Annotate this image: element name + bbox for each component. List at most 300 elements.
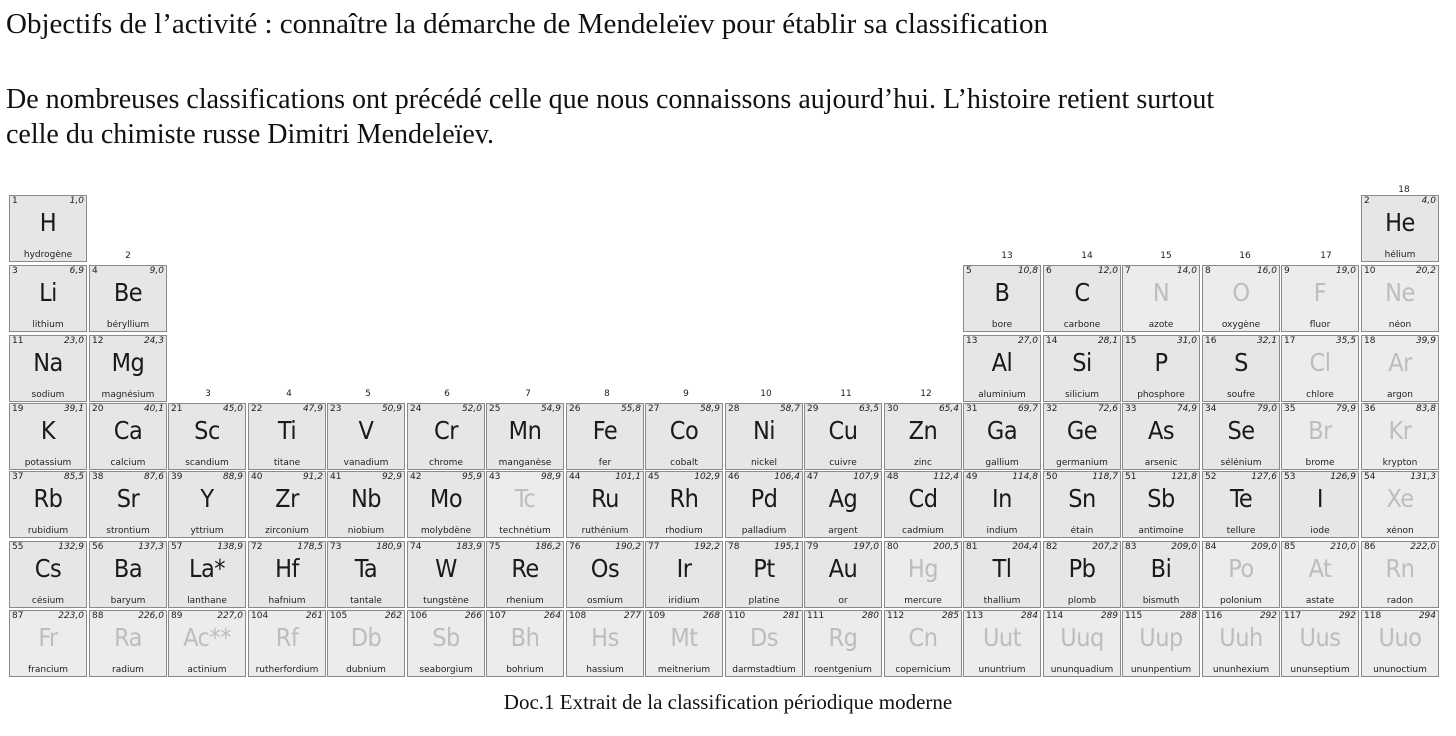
atomic-mass: 186,2 [535,542,561,552]
atomic-mass: 19,0 [1335,266,1356,276]
element-cell-ununtrium [963,610,1041,677]
atomic-number: 112 [887,611,905,621]
element-cell-lithium [9,265,87,332]
atomic-mass: 102,9 [694,472,720,482]
element-cell-baryum [89,541,167,608]
element-symbol: I [1316,484,1324,513]
element-symbol: K [40,416,56,445]
atomic-mass: 107,9 [853,472,879,482]
element-name: scandium [185,458,229,468]
intro-paragraph [6,82,1214,152]
atomic-mass: 87,6 [143,472,164,482]
element-cell-hélium [1361,195,1439,262]
element-cell-argent [804,471,882,538]
atomic-number: 84 [1205,542,1217,552]
element-name: silicium [1064,390,1100,400]
element-cell-ununseptium [1281,610,1359,677]
atomic-mass: 268 [702,611,720,621]
atomic-mass: 131,3 [1410,472,1436,482]
atomic-mass: 31,0 [1176,336,1197,346]
element-name: tellure [1226,526,1256,536]
element-cell-carbone [1043,265,1121,332]
atomic-number: 6 [1046,266,1052,276]
element-cell-mercure [884,541,962,608]
atomic-number: 10 [1364,266,1376,276]
element-symbol: Rf [275,623,299,652]
atomic-mass: 292 [1338,611,1356,621]
element-name: hafnium [268,596,306,606]
element-symbol: O [1232,278,1250,307]
atomic-mass: 280 [861,611,879,621]
element-symbol: Ba [113,554,143,583]
element-name: indium [986,526,1018,536]
atomic-mass: 32,1 [1256,336,1277,346]
element-cell-titane [248,403,326,470]
atomic-number: 88 [92,611,104,621]
element-name: cuivre [829,458,857,468]
atomic-number: 55 [12,542,24,552]
element-name: argent [828,526,858,536]
atomic-number: 49 [966,472,978,482]
atomic-mass: 1,0 [69,196,84,206]
group-label-15: 15 [1160,251,1172,261]
element-cell-fer [566,403,644,470]
atomic-mass: 24,3 [143,336,164,346]
element-cell-thallium [963,541,1041,608]
atomic-mass: 12,0 [1097,266,1118,276]
element-cell-tellure [1202,471,1280,538]
element-name: astate [1305,596,1335,606]
objective-heading: Objectifs de l’activité : connaître la démarche de Mendeleïev pour établir sa classification [6,8,1048,40]
group-label-10: 10 [760,389,772,399]
element-cell-bismuth [1122,541,1200,608]
element-name: rubidium [27,526,69,536]
element-symbol: W [435,554,457,583]
element-symbol: Al [991,348,1013,377]
element-symbol: Au [828,554,858,583]
atomic-number: 13 [966,336,978,346]
element-symbol: C [1074,278,1090,307]
atomic-number: 43 [489,472,501,482]
atomic-number: 110 [728,611,746,621]
atomic-mass: 58,9 [699,404,720,414]
atomic-number: 18 [1364,336,1376,346]
atomic-number: 17 [1284,336,1296,346]
element-name: germanium [1056,458,1108,468]
element-cell-seaborgium [407,610,485,677]
element-cell-azote [1122,265,1200,332]
element-symbol: Se [1227,416,1255,445]
element-name: béryllium [106,320,150,330]
group-label-8: 8 [604,389,610,399]
element-name: vanadium [343,458,389,468]
atomic-number: 45 [648,472,660,482]
atomic-number: 86 [1364,542,1376,552]
element-cell-iode [1281,471,1359,538]
atomic-number: 39 [171,472,183,482]
element-cell-copernicium [884,610,962,677]
element-name: francium [27,665,68,675]
atomic-number: 22 [251,404,263,414]
element-name: rutherfordium [255,665,319,675]
document-caption: Doc.1 Extrait de la classification périodique moderne [503,690,953,714]
atomic-number: 111 [807,611,825,621]
atomic-number: 79 [807,542,819,552]
element-name: brome [1305,458,1335,468]
atomic-mass: 222,0 [1410,542,1436,552]
element-symbol: Re [511,554,539,583]
atomic-mass: 262 [384,611,402,621]
group-label-14: 14 [1081,251,1093,261]
element-symbol: Tc [514,484,536,513]
element-name: titane [273,458,301,468]
atomic-mass: 79,0 [1256,404,1277,414]
element-symbol: Os [590,554,620,583]
element-name: molybdène [420,526,472,536]
element-symbol: Sr [116,484,140,513]
element-name: baryum [110,596,146,606]
element-symbol: Mn [508,416,542,445]
element-symbol: Db [350,623,382,652]
element-name: zirconium [265,526,309,536]
element-symbol: Rn [1385,554,1415,583]
element-name: gallium [985,458,1019,468]
element-name: tungstène [423,596,469,606]
element-name: arsenic [1144,458,1178,468]
element-name: fer [598,458,612,468]
atomic-mass: 16,0 [1256,266,1277,276]
atomic-number: 118 [1364,611,1382,621]
element-symbol: P [1154,348,1168,377]
atomic-mass: 4,0 [1421,196,1436,206]
atomic-mass: 6,9 [69,266,84,276]
element-cell-potassium [9,403,87,470]
element-cell-arsenic [1122,403,1200,470]
element-symbol: Sb [432,623,460,652]
atomic-number: 38 [92,472,104,482]
atomic-mass: 45,0 [222,404,243,414]
element-cell-plomb [1043,541,1121,608]
element-cell-manganèse [486,403,564,470]
atomic-number: 34 [1205,404,1217,414]
element-cell-technétium [486,471,564,538]
atomic-number: 28 [728,404,740,414]
element-symbol: Uus [1299,623,1341,652]
element-cell-césium [9,541,87,608]
element-cell-astate [1281,541,1359,608]
atomic-number: 81 [966,542,978,552]
atomic-mass: 39,9 [1415,336,1436,346]
atomic-mass: 195,1 [774,542,800,552]
atomic-mass: 210,0 [1330,542,1356,552]
element-symbol: At [1308,554,1332,583]
element-symbol: Zr [275,484,299,513]
element-symbol: Be [113,278,143,307]
atomic-mass: 65,4 [938,404,959,414]
atomic-mass: 88,9 [222,472,243,482]
atomic-number: 41 [330,472,342,482]
element-cell-lanthane [168,541,246,608]
atomic-number: 19 [12,404,24,414]
atomic-number: 27 [648,404,660,414]
atomic-mass: 20,2 [1415,266,1436,276]
atomic-mass: 10,8 [1017,266,1038,276]
element-cell-oxygène [1202,265,1280,332]
element-name: krypton [1382,458,1418,468]
element-symbol: Uut [982,623,1022,652]
atomic-mass: 127,6 [1251,472,1277,482]
element-cell-argon [1361,335,1439,402]
atomic-mass: 112,4 [933,472,959,482]
element-name: strontium [106,526,150,536]
atomic-number: 57 [171,542,183,552]
atomic-number: 5 [966,266,972,276]
element-symbol: Cu [828,416,858,445]
element-name: rhenium [506,596,544,606]
atomic-number: 37 [12,472,24,482]
atomic-number: 50 [1046,472,1058,482]
element-cell-roentgenium [804,610,882,677]
element-name: césium [31,596,65,606]
element-name: actinium [187,665,227,675]
element-symbol: H [39,208,57,237]
element-symbol: Cl [1309,348,1331,377]
element-symbol: Hf [275,554,299,583]
atomic-mass: 118,7 [1092,472,1118,482]
atomic-mass: 95,9 [461,472,482,482]
atomic-mass: 197,0 [853,542,879,552]
atomic-mass: 180,9 [376,542,402,552]
atomic-number: 73 [330,542,342,552]
element-symbol: Ta [354,554,378,583]
element-name: niobium [347,526,385,536]
element-symbol: V [358,416,374,445]
element-name: ununquadium [1050,665,1114,675]
atomic-number: 116 [1205,611,1223,621]
element-cell-soufre [1202,335,1280,402]
element-cell-sodium [9,335,87,402]
element-cell-rubidium [9,471,87,538]
element-name: bohrium [506,665,544,675]
element-symbol: F [1313,278,1327,307]
element-cell-platine [725,541,803,608]
atomic-mass: 178,5 [297,542,323,552]
element-symbol: Ca [113,416,143,445]
element-cell-hydrogène [9,195,87,262]
element-name: bore [991,320,1013,330]
atomic-mass: 27,0 [1017,336,1038,346]
atomic-number: 36 [1364,404,1376,414]
element-symbol: Ti [277,416,297,445]
element-name: darmstadtium [732,665,796,675]
element-name: fluor [1309,320,1331,330]
atomic-number: 107 [489,611,507,621]
element-symbol: Sb [1147,484,1175,513]
group-label-9: 9 [683,389,689,399]
element-cell-darmstadtium [725,610,803,677]
atomic-number: 47 [807,472,819,482]
atomic-number: 15 [1125,336,1137,346]
element-name: ununtrium [978,665,1026,675]
atomic-number: 89 [171,611,183,621]
element-cell-indium [963,471,1041,538]
atomic-number: 20 [92,404,104,414]
element-name: sodium [31,390,65,400]
atomic-mass: 207,2 [1092,542,1118,552]
group-label-3: 3 [205,389,211,399]
element-symbol: Y [200,484,214,513]
element-symbol: Sn [1068,484,1096,513]
group-label-2: 2 [125,251,131,261]
element-name: étain [1070,526,1094,536]
atomic-mass: 209,0 [1171,542,1197,552]
element-symbol: Tl [992,554,1012,583]
atomic-mass: 83,8 [1415,404,1436,414]
atomic-mass: 74,9 [1176,404,1197,414]
element-symbol: Ni [752,416,776,445]
element-cell-radon [1361,541,1439,608]
element-symbol: Uup [1139,623,1183,652]
element-cell-niobium [327,471,405,538]
element-cell-aluminium [963,335,1041,402]
element-name: hélium [1384,250,1416,260]
element-cell-étain [1043,471,1121,538]
atomic-mass: 204,4 [1012,542,1038,552]
atomic-mass: 39,1 [63,404,84,414]
element-name: bismuth [1142,596,1180,606]
element-name: ununoctium [1373,665,1427,675]
atomic-mass: 266 [464,611,482,621]
atomic-mass: 227,0 [217,611,243,621]
atomic-number: 82 [1046,542,1058,552]
element-name: osmium [587,596,623,606]
atomic-number: 35 [1284,404,1296,414]
atomic-number: 8 [1205,266,1211,276]
element-cell-cuivre [804,403,882,470]
element-name: meitnerium [657,665,711,675]
element-symbol: Br [1308,416,1332,445]
element-name: mercure [904,596,942,606]
element-cell-molybdène [407,471,485,538]
atomic-mass: 138,9 [217,542,243,552]
atomic-mass: 28,1 [1097,336,1118,346]
atomic-mass: 23,0 [63,336,84,346]
atomic-number: 32 [1046,404,1058,414]
atomic-mass: 137,3 [138,542,164,552]
atomic-number: 104 [251,611,269,621]
atomic-number: 105 [330,611,348,621]
group-label-16: 16 [1239,251,1251,261]
atomic-number: 56 [92,542,104,552]
atomic-number: 40 [251,472,263,482]
element-symbol: Nb [350,484,382,513]
atomic-mass: 284 [1020,611,1038,621]
element-cell-sélénium [1202,403,1280,470]
element-name: dubnium [346,665,386,675]
element-name: soufre [1226,390,1256,400]
element-symbol: La* [188,554,226,583]
atomic-mass: 79,9 [1335,404,1356,414]
element-symbol: Ra [114,623,142,652]
element-cell-xénon [1361,471,1439,538]
group-label-13: 13 [1001,251,1013,261]
atomic-number: 78 [728,542,740,552]
atomic-number: 113 [966,611,984,621]
element-name: yttrium [190,526,224,536]
element-name: ununpentium [1130,665,1192,675]
element-symbol: Fe [592,416,618,445]
atomic-mass: 106,4 [774,472,800,482]
atomic-number: 9 [1284,266,1290,276]
atomic-mass: 292 [1259,611,1277,621]
atomic-number: 85 [1284,542,1296,552]
element-symbol: Ru [591,484,619,513]
element-name: radon [1386,596,1414,606]
element-symbol: Ga [986,416,1018,445]
atomic-mass: 294 [1418,611,1436,621]
element-cell-tantale [327,541,405,608]
group-label-5: 5 [365,389,371,399]
element-cell-fluor [1281,265,1359,332]
element-symbol: Hg [907,554,939,583]
element-name: potassium [24,458,72,468]
element-symbol: Uuh [1219,623,1263,652]
element-symbol: Rh [669,484,699,513]
atomic-number: 33 [1125,404,1137,414]
element-cell-béryllium [89,265,167,332]
element-symbol: Mg [111,348,145,377]
element-name: cadmium [902,526,944,536]
atomic-mass: 52,0 [461,404,482,414]
element-symbol: Cr [434,416,458,445]
element-cell-francium [9,610,87,677]
element-cell-iridium [645,541,723,608]
element-name: xénon [1386,526,1414,536]
atomic-number: 106 [410,611,428,621]
atomic-mass: 114,8 [1012,472,1038,482]
element-cell-rutherfordium [248,610,326,677]
element-name: phosphore [1137,390,1185,400]
element-name: hydrogène [23,250,73,260]
atomic-number: 77 [648,542,660,552]
element-name: tantale [350,596,382,606]
atomic-mass: 63,5 [858,404,879,414]
element-name: lithium [32,320,64,330]
atomic-mass: 192,2 [694,542,720,552]
element-cell-yttrium [168,471,246,538]
atomic-number: 115 [1125,611,1143,621]
element-symbol: Li [39,278,57,307]
atomic-number: 117 [1284,611,1302,621]
element-cell-antimoine [1122,471,1200,538]
atomic-number: 72 [251,542,263,552]
atomic-mass: 226,0 [138,611,164,621]
atomic-number: 87 [12,611,24,621]
element-name: ununseptium [1290,665,1350,675]
atomic-mass: 288 [1179,611,1197,621]
element-name: copernicium [895,665,951,675]
element-cell-gallium [963,403,1041,470]
atomic-number: 48 [887,472,899,482]
atomic-mass: 209,0 [1251,542,1277,552]
atomic-number: 2 [1364,196,1370,206]
element-cell-rhenium [486,541,564,608]
atomic-mass: 85,5 [63,472,84,482]
element-symbol: Bh [510,623,540,652]
atomic-mass: 58,7 [779,404,800,414]
atomic-number: 31 [966,404,978,414]
element-name: seaborgium [419,665,473,675]
